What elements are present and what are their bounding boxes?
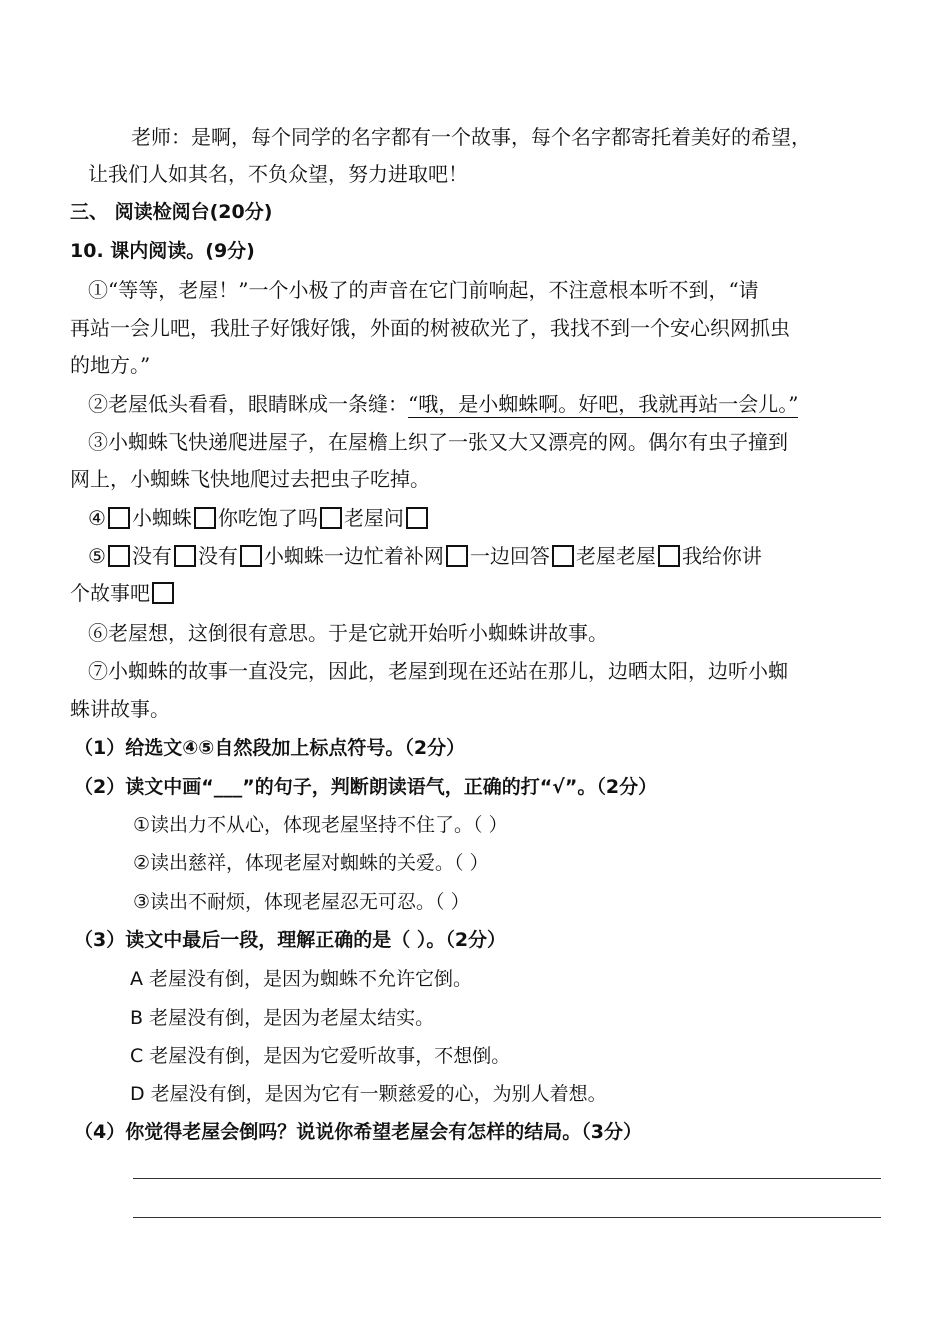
sub-question-2-title: （2）读文中画“___”的句子，判断朗读语气，正确的打“√”。（2分） <box>74 776 658 798</box>
punctuation-box[interactable] <box>194 507 216 529</box>
paragraph-5-seg: 没有 <box>131 544 172 568</box>
intro-line-1: 老师：是啊，每个同学的名字都有一个故事，每个名字都寄托着美好的希望， <box>131 125 811 149</box>
paragraph-7-line-2: 蛛讲故事。 <box>70 697 170 721</box>
answer-line[interactable] <box>133 1178 881 1179</box>
paragraph-1-line-2: 再站一会儿吧，我肚子好饿好饿，外面的树被砍光了，我找不到一个安心织网抓虫 <box>70 316 790 340</box>
paragraph-5-num: ⑤ <box>88 544 106 568</box>
paragraph-7-line-1: ⑦小蜘蛛的故事一直没完，因此，老屋到现在还站在那儿，边晒太阳，边听小蜘 <box>88 659 788 683</box>
sub-question-3-option-d[interactable]: D 老屋没有倒，是因为它有一颗慈爱的心，为别人着想。 <box>130 1083 607 1105</box>
answer-line[interactable] <box>133 1217 881 1218</box>
paragraph-5-seg: 我给你讲 <box>681 544 762 568</box>
paragraph-4-seg: 小蜘蛛 <box>131 506 192 530</box>
paragraph-5-line-1 <box>88 543 950 569</box>
question-10-title: 10. 课内阅读。(9分) <box>70 240 255 262</box>
paragraph-1-line-1: ①“等等，老屋！”一个小极了的声音在它门前响起，不注意根本听不到，“请 <box>88 278 759 302</box>
sub-question-2-option-3[interactable]: ③读出不耐烦，体现老屋忍无可忍。（ ） <box>133 891 470 913</box>
paragraph-4-seg: 你吃饱了吗 <box>217 506 318 530</box>
paragraph-3-line-1: ③小蜘蛛飞快递爬进屋子，在屋檐上织了一张又大又漂亮的网。偶尔有虫子撞到 <box>88 430 788 454</box>
sub-question-3-option-a[interactable]: A 老屋没有倒，是因为蜘蛛不允许它倒。 <box>130 968 473 990</box>
paragraph-2-text: ②老屋低头看看，眼睛眯成一条缝： <box>88 392 408 416</box>
punctuation-box[interactable] <box>446 545 468 567</box>
sub-question-2-option-2[interactable]: ②读出慈祥，体现老屋对蜘蛛的关爱。（ ） <box>133 852 489 874</box>
sub-question-2-option-1[interactable]: ①读出力不从心，体现老屋坚持不住了。（ ） <box>133 814 508 836</box>
punctuation-box[interactable] <box>152 582 174 604</box>
paragraph-4 <box>88 505 950 531</box>
punctuation-box[interactable] <box>552 545 574 567</box>
paragraph-6: ⑥老屋想，这倒很有意思。于是它就开始听小蜘蛛讲故事。 <box>88 621 608 645</box>
punctuation-box[interactable] <box>240 545 262 567</box>
punctuation-box[interactable] <box>406 507 428 529</box>
intro-line-2: 让我们人如其名，不负众望，努力进取吧！ <box>88 162 468 186</box>
sub-question-3-option-c[interactable]: C 老屋没有倒，是因为它爱听故事，不想倒。 <box>130 1045 511 1067</box>
paragraph-5-line-2 <box>70 580 950 606</box>
paragraph-4-num: ④ <box>88 506 106 530</box>
paragraph-5-seg: 一边回答 <box>469 544 550 568</box>
section-title: 三、 阅读检阅台(20分) <box>70 201 273 223</box>
punctuation-box[interactable] <box>658 545 680 567</box>
paragraph-5-seg: 小蜘蛛一边忙着补网 <box>263 544 444 568</box>
punctuation-box[interactable] <box>108 507 130 529</box>
paragraph-4-seg: 老屋问 <box>343 506 404 530</box>
punctuation-box[interactable] <box>320 507 342 529</box>
punctuation-box[interactable] <box>108 545 130 567</box>
paragraph-1-line-3: 的地方。” <box>70 353 151 377</box>
sub-question-1: （1）给选文④⑤自然段加上标点符号。（2分） <box>74 737 466 759</box>
paragraph-5-seg: 老屋老屋 <box>575 544 656 568</box>
underlined-sentence: “哦，是小蜘蛛啊。好吧，我就再站一会儿。” <box>408 392 799 416</box>
paragraph-3-line-2: 网上，小蜘蛛飞快地爬过去把虫子吃掉。 <box>70 467 430 491</box>
paragraph-2 <box>88 391 950 417</box>
sub-question-3-option-b[interactable]: B 老屋没有倒，是因为老屋太结实。 <box>130 1007 435 1029</box>
paragraph-5-seg: 个故事吧 <box>70 581 150 605</box>
paragraph-5-seg: 没有 <box>197 544 238 568</box>
sub-question-4-title: （4）你觉得老屋会倒吗？说说你希望老屋会有怎样的结局。（3分） <box>74 1121 642 1143</box>
punctuation-box[interactable] <box>174 545 196 567</box>
sub-question-3-title: （3）读文中最后一段，理解正确的是（ ）。（2分） <box>74 929 507 951</box>
